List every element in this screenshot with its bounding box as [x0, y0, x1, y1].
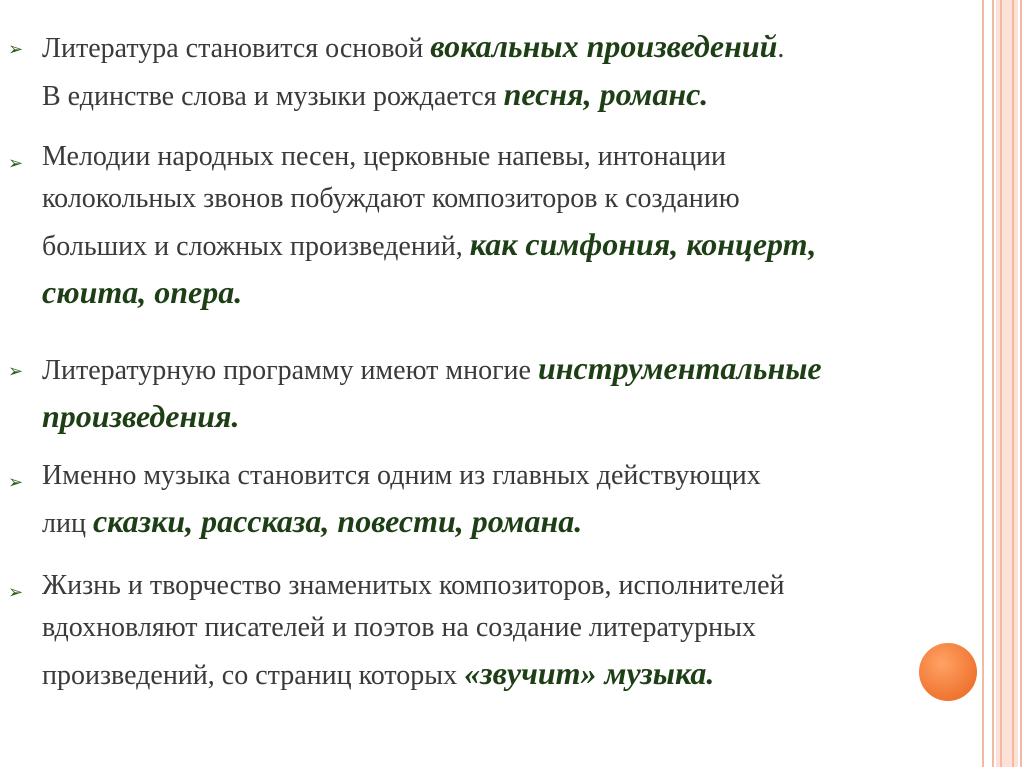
- frame-stripe-line: [1012, 0, 1014, 767]
- bullet-line: лиц сказки, рассказа, повести, романа.: [42, 503, 583, 539]
- bullet-line: Литература становится основой вокальных произведений.: [42, 28, 785, 64]
- bullet-melodies: [8, 136, 816, 316]
- bullet-line: вдохновляют писателей и поэтов на создание литературных: [42, 612, 756, 643]
- bullet-composers-life: [8, 565, 784, 697]
- bullet-vocal-works: [8, 22, 784, 118]
- bullet-line: произведения.: [42, 398, 240, 434]
- arrow-bullet-icon: ➢: [8, 472, 24, 493]
- arrow-bullet-icon: ➢: [8, 153, 24, 174]
- bullet-line: больших и сложных произведений, как симфония, концерт,: [42, 226, 817, 262]
- frame-stripe-line: [1000, 0, 1002, 767]
- orange-circle-decoration: [919, 643, 977, 701]
- bullet-line: Жизнь и творчество знаменитых композиторов, исполнителей: [42, 570, 785, 601]
- bullet-line: сюита, опера.: [42, 274, 243, 310]
- arrow-bullet-icon: ➢: [8, 361, 24, 382]
- bullet-music-character: [8, 455, 761, 545]
- bullet-line: произведений, со страниц которых «звучит» музыка.: [42, 655, 715, 691]
- bullet-line: В единстве слова и музыки рождается песня, романс.: [42, 76, 709, 112]
- bullet-line: Мелодии народных песен, церковные напевы, интонации: [42, 141, 727, 172]
- arrow-bullet-icon: ➢: [8, 582, 24, 603]
- frame-stripe-line: [1020, 0, 1022, 767]
- bullet-line: Литературную программу имеют многие инструментальные: [42, 350, 822, 386]
- bullet-program: [8, 344, 822, 440]
- arrow-bullet-icon: ➢: [8, 39, 24, 60]
- bullet-line: Именно музыка становится одним из главных действующих: [42, 460, 761, 491]
- bullet-line: колокольных звонов побуждают композиторов к созданию: [42, 183, 740, 214]
